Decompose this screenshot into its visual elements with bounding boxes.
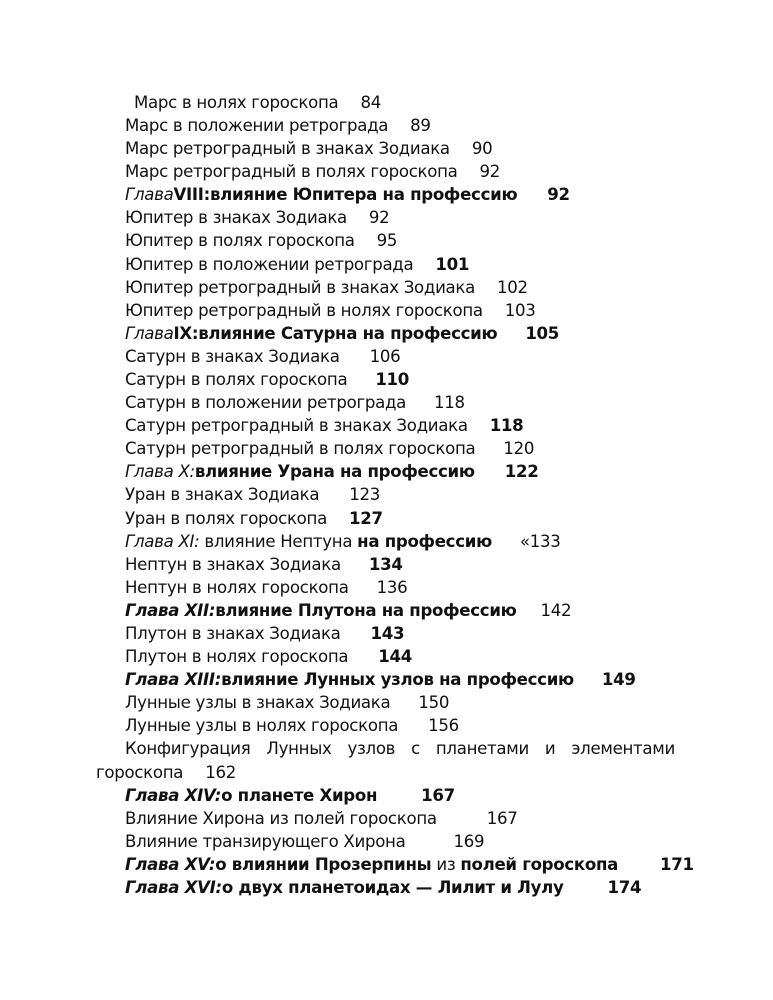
page-number: 171 [660,855,694,874]
entry-title: Сатурн в знаках Зодиака [125,347,340,366]
toc-entry [125,808,518,830]
page-number: 118 [489,416,524,435]
entry-title: Плутон в знаках Зодиака [125,624,341,643]
page-number: 136 [376,578,408,597]
entry-title: Лунные узлы в нолях гороскопа [125,716,399,735]
toc-entry [125,484,380,506]
toc-entry [125,392,465,414]
entry-title: Уран в полях гороскопа [125,509,327,528]
page-number: «133 [519,532,561,551]
chapter-title-part: из [431,855,461,874]
page-number: 134 [368,555,403,574]
page-number: 167 [486,809,518,828]
entry-word: Конфигурация [125,739,251,758]
toc-entry [125,415,523,437]
page-number: 144 [378,647,413,666]
page-number: 122 [504,462,539,481]
page-number: 92 [368,208,390,227]
page-number: 142 [540,601,572,620]
entry-title: Юпитер ретроградный в знаках Зодиака [125,278,476,297]
chapter-title: влияние Урана на профессию [194,462,475,481]
chapter-title: о влиянии Прозерпины [215,855,432,874]
entry-title: Нептун в нолях гороскопа [125,578,349,597]
chapter-heading [125,184,570,206]
chapter-title: на профессию [357,532,492,551]
entry-title: Марс в нолях гороскопа [134,93,339,112]
chapter-title-part: влияние Нептуна [199,532,358,551]
page-number: 95 [376,231,398,250]
entry-title: Юпитер ретроградный в нолях гороскопа [125,301,483,320]
toc-entry-continuation [96,762,236,784]
toc-entry [125,161,500,183]
chapter-heading [125,877,641,899]
entry-word: Лунных [266,739,332,758]
entry-title: Юпитер в знаках Зодиака [125,208,347,227]
page-number: 149 [601,670,636,689]
entry-word: с [411,739,420,758]
chapter-prefix: Глава XII: [125,601,216,620]
chapter-heading [125,785,455,807]
toc-entry [125,692,449,714]
entry-word: узлов [347,739,396,758]
toc-entry [125,230,397,252]
page-number: 127 [348,509,383,528]
page-number: 150 [418,693,450,712]
chapter-number: VIII: [173,185,210,204]
chapter-heading [125,600,571,622]
toc-entry [125,554,403,576]
page-number: 92 [547,185,570,204]
toc-entry [125,300,536,322]
entry-title: Влияние Хирона из полей гороскопа [125,809,437,828]
chapter-prefix: Глава XVI: [125,878,222,897]
entry-title: Плутон в нолях гороскопа [125,647,349,666]
page-number: 90 [471,139,493,158]
page-number: 174 [607,878,642,897]
toc-entry [125,254,469,276]
chapter-heading [125,854,694,876]
toc-entry [125,646,412,668]
page-number: 167 [421,786,455,805]
toc-entry [125,277,528,299]
chapter-prefix: Глава [125,324,174,343]
toc-entry [125,346,400,368]
chapter-heading [125,669,636,691]
chapter-prefix: Глава XV: [125,855,216,874]
chapter-title: влияние Лунных узлов на профессию [221,670,574,689]
entry-word: элементами [571,739,675,758]
toc-entry [125,715,459,737]
toc-entry-justified [125,738,675,760]
toc-entry [125,831,484,853]
chapter-heading [125,323,559,345]
chapter-title: полей гороскопа [460,855,619,874]
chapter-prefix: Глава XIII: [125,670,222,689]
toc-entry [125,438,534,460]
entry-title: Сатурн в полях гороскопа [125,370,348,389]
entry-title: Марс в положении ретрограда [125,116,389,135]
entry-title: Уран в знаках Зодиака [125,485,320,504]
chapter-prefix: Глава XI: [125,532,200,551]
page-number: 89 [410,116,431,135]
toc-entry [125,138,492,160]
page-number: 106 [369,347,401,366]
toc-entry [125,115,431,137]
chapter-title: о планете Хирон [221,786,378,805]
entry-title: Влияние транзирующего Хирона [125,832,406,851]
toc-entry [125,369,409,391]
page-number: 84 [360,93,381,112]
page-number: 143 [370,624,405,643]
chapter-prefix: Глава [125,185,174,204]
entry-title: Лунные узлы в знаках Зодиака [125,693,391,712]
chapter-heading [125,461,538,483]
entry-title: Сатурн в положении ретрограда [125,393,407,412]
entry-word: планетами [435,739,529,758]
chapter-title: влияние Юпитера на профессию [209,185,518,204]
page-number: 120 [503,439,535,458]
page-number: 169 [453,832,485,851]
page-number: 162 [205,763,236,782]
entry-title: Юпитер в полях гороскопа [125,231,355,250]
page-number: 102 [497,278,528,297]
page-number: 105 [525,324,560,343]
entry-title: Марс ретроградный в знаках Зодиака [125,139,450,158]
entry-title: Сатурн ретроградный в полях гороскопа [125,439,476,458]
chapter-title: влияние Плутона на профессию [215,601,517,620]
entry-title: Юпитер в положении ретрограда [125,255,414,274]
toc-entry [125,577,407,599]
chapter-number: IX: [173,324,199,343]
entry-word: и [544,739,556,758]
page-number: 110 [375,370,410,389]
chapter-prefix: Глава XIV: [125,786,222,805]
toc-entry [125,207,389,229]
toc-entry [125,508,383,530]
toc-entry [125,623,404,645]
page-number: 103 [504,301,536,320]
page-number: 123 [349,485,381,504]
page-number: 92 [479,162,501,181]
chapter-title: влияние Сатурна на профессию [198,324,498,343]
chapter-prefix: Глава Х: [125,462,195,481]
entry-title: Сатурн ретроградный в знаках Зодиака [125,416,468,435]
page-number: 118 [434,393,465,412]
entry-title: гороскопа [96,763,184,782]
chapter-heading [125,531,561,553]
entry-title: Марс ретроградный в полях гороскопа [125,162,458,181]
entry-title: Нептун в знаках Зодиака [125,555,341,574]
chapter-title: о двух планетоидах — Лилит и Лулу [221,878,564,897]
page-number: 101 [435,255,470,274]
toc-entry [134,92,381,114]
page-number: 156 [428,716,459,735]
